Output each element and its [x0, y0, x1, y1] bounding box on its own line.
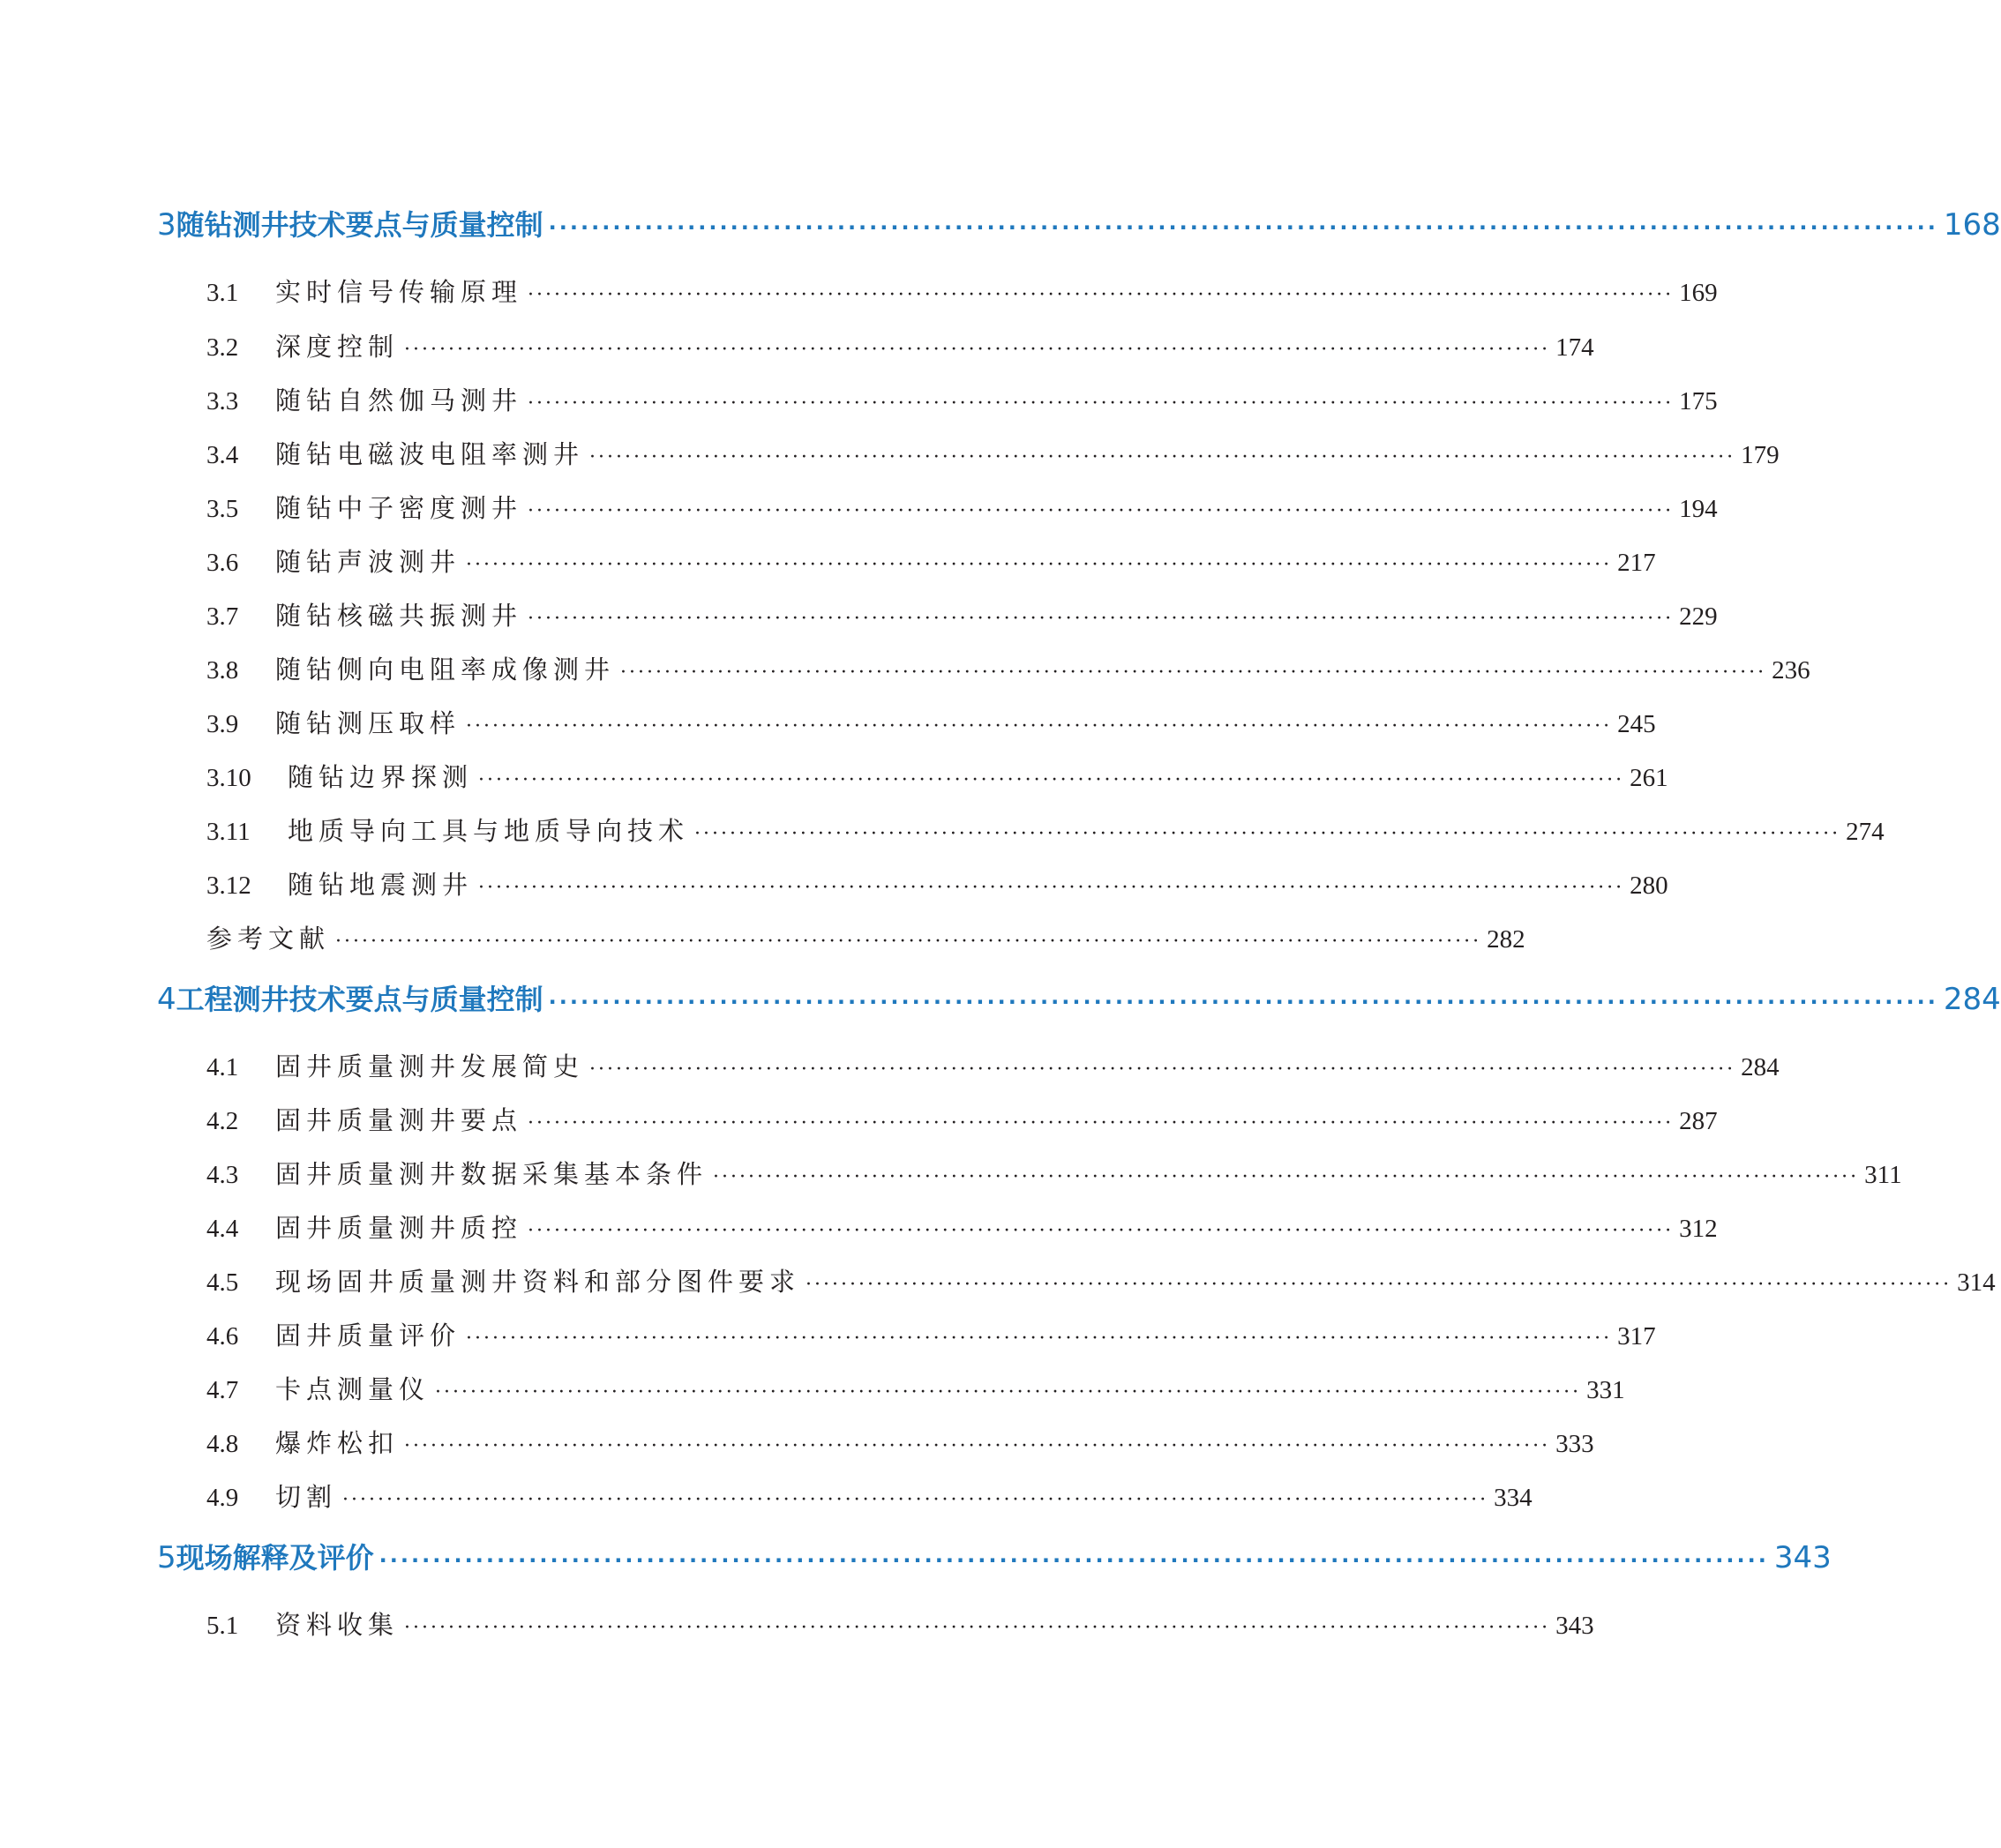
section-number: 4.8	[206, 1430, 239, 1458]
chapter-number: 3	[157, 207, 176, 243]
section-title: 实时信号传输原理	[275, 277, 523, 307]
dot-leader: ··································································································································	[404, 339, 1551, 361]
toc-section-4-5[interactable]	[206, 1262, 1996, 1298]
dot-leader: ··································································································································	[528, 393, 1675, 415]
section-title: 爆炸松扣	[275, 1428, 400, 1458]
section-title: 卡点测量仪	[275, 1374, 431, 1404]
section-number: 4.4	[206, 1215, 239, 1243]
section-number: 3.11	[206, 818, 251, 846]
dot-leader: ··································································································································	[466, 554, 1613, 576]
dot-leader: ··································································································································	[528, 1112, 1675, 1134]
references-title: 参考文献	[206, 924, 331, 954]
section-number: 4.6	[206, 1322, 239, 1350]
section-number: 4.5	[206, 1268, 239, 1297]
page-number: 217	[1617, 549, 1656, 577]
page-number: 343	[1555, 1612, 1594, 1640]
page-number: 343	[1773, 1540, 1832, 1575]
toc-section-3-9[interactable]	[206, 704, 1656, 740]
toc-chapter-5[interactable]	[157, 1536, 1832, 1576]
section-number: 3.6	[206, 549, 239, 577]
dot-leader: ··································································································································	[404, 1435, 1551, 1457]
dot-leader: ··································································································································	[528, 500, 1675, 522]
toc-section-4-8[interactable]	[206, 1424, 1594, 1460]
section-title: 随钻地震测井	[288, 870, 474, 900]
toc-section-3-2[interactable]	[206, 327, 1594, 363]
toc-section-4-2[interactable]	[206, 1101, 1718, 1137]
page-number: 317	[1617, 1322, 1656, 1350]
dot-leader: ··································································································································	[528, 608, 1675, 630]
section-title: 随钻边界探测	[288, 762, 474, 792]
toc-section-3-12[interactable]	[206, 865, 1668, 902]
page-number: 284	[1741, 1053, 1780, 1081]
dot-leader: ··································································································································	[478, 877, 1625, 899]
page-number: 174	[1555, 333, 1594, 362]
page-number: 280	[1630, 872, 1668, 900]
toc-section-3-4[interactable]	[206, 435, 1780, 471]
page-number: 168	[1943, 207, 2001, 243]
section-number: 3.1	[206, 279, 239, 307]
section-number: 4.9	[206, 1484, 239, 1512]
section-number: 3.2	[206, 333, 239, 362]
section-number: 4.7	[206, 1376, 239, 1404]
dot-leader: ··································································································································	[589, 1059, 1736, 1081]
page-number: 194	[1679, 495, 1718, 523]
section-number: 4.1	[206, 1053, 239, 1081]
page-number: 311	[1864, 1161, 1902, 1189]
toc-section-4-9[interactable]	[206, 1478, 1533, 1514]
toc-section-3-8[interactable]	[206, 650, 1810, 686]
section-title: 随钻中子密度测井	[275, 493, 523, 523]
section-title: 固井质量测井数据采集基本条件	[275, 1159, 708, 1189]
dot-leader: ··································································································································	[466, 1328, 1613, 1350]
dot-leader: ··································································································································	[528, 284, 1675, 306]
page-number: 169	[1679, 279, 1718, 307]
section-title: 随钻测压取样	[275, 708, 461, 738]
page-number: 312	[1679, 1215, 1718, 1243]
section-title: 随钻核磁共振测井	[275, 601, 523, 631]
page-number: 333	[1555, 1430, 1594, 1458]
toc-chapter-3[interactable]	[157, 203, 2001, 243]
page-number: 261	[1630, 764, 1668, 792]
toc-section-4-7[interactable]	[206, 1370, 1625, 1406]
page-number: 334	[1494, 1484, 1533, 1512]
page-number: 236	[1772, 656, 1810, 685]
dot-leader: ··································································································································	[589, 446, 1736, 468]
page-number: 175	[1679, 387, 1718, 415]
section-title: 固井质量测井要点	[275, 1105, 523, 1135]
section-number: 4.2	[206, 1107, 239, 1135]
section-number: 3.9	[206, 710, 239, 738]
dot-leader: ··································································································································	[713, 1166, 1860, 1188]
dot-leader: ··································································································································	[466, 715, 1613, 737]
toc-section-4-1[interactable]	[206, 1047, 1780, 1083]
toc-section-3-1[interactable]	[206, 273, 1718, 309]
page-number: 274	[1846, 818, 1885, 846]
chapter-title: 工程测井技术要点与质量控制	[176, 983, 543, 1016]
dot-leader: ··································································································································	[478, 769, 1625, 791]
dot-leader: ··································································································································	[335, 931, 1482, 953]
section-number: 3.5	[206, 495, 239, 523]
section-number: 5.1	[206, 1612, 239, 1640]
page-number: 179	[1741, 441, 1780, 469]
chapter-title: 现场解释及评价	[176, 1541, 374, 1575]
section-number: 3.3	[206, 387, 239, 415]
chapter-number: 4	[157, 982, 176, 1017]
section-title: 随钻声波测井	[275, 547, 461, 577]
section-title: 随钻侧向电阻率成像测井	[275, 655, 616, 685]
section-title: 固井质量评价	[275, 1321, 461, 1350]
toc-section-5-1[interactable]	[206, 1605, 1594, 1642]
section-title: 深度控制	[275, 332, 400, 362]
section-title: 固井质量测井质控	[275, 1213, 523, 1243]
section-number: 3.10	[206, 764, 251, 792]
section-number: 4.3	[206, 1161, 239, 1189]
toc-section-3-11[interactable]	[206, 812, 1885, 848]
toc-section-3-6[interactable]	[206, 542, 1656, 579]
page-number: 331	[1586, 1376, 1625, 1404]
dot-leader: ··································································································································	[404, 1617, 1551, 1639]
toc-chapter-4[interactable]	[157, 977, 2001, 1018]
toc-section-3-7[interactable]	[206, 596, 1718, 632]
toc-section-3-3[interactable]	[206, 381, 1718, 417]
toc-section-3-5[interactable]	[206, 489, 1718, 525]
page-number: 229	[1679, 602, 1718, 631]
dot-leader: ··································································································································	[548, 990, 1938, 1014]
section-title: 资料收集	[275, 1610, 400, 1640]
section-number: 3.4	[206, 441, 239, 469]
dot-leader: ··································································································································	[620, 662, 1767, 684]
toc-section-4-4[interactable]	[206, 1208, 1718, 1245]
toc-section-4-6[interactable]	[206, 1316, 1656, 1352]
toc-section-3-10[interactable]	[206, 758, 1668, 794]
section-number: 3.8	[206, 656, 239, 685]
dot-leader: ··································································································································	[342, 1489, 1489, 1511]
section-title: 现场固井质量测井资料和部分图件要求	[275, 1267, 801, 1297]
dot-leader: ··································································································································	[548, 215, 1938, 240]
section-title: 随钻电磁波电阻率测井	[275, 439, 585, 469]
page-number: 314	[1957, 1268, 1996, 1297]
page-number: 282	[1487, 925, 1525, 954]
dot-leader: ··································································································································	[806, 1274, 1952, 1296]
section-title: 切割	[275, 1482, 338, 1512]
chapter-title: 随钻测井技术要点与质量控制	[176, 208, 543, 242]
toc-section-4-3[interactable]	[206, 1155, 1902, 1191]
chapter-number: 5	[157, 1540, 176, 1575]
section-title: 地质导向工具与地质导向技术	[288, 816, 690, 846]
dot-leader: ··································································································································	[528, 1220, 1675, 1242]
page-number: 287	[1679, 1107, 1718, 1135]
page-number: 245	[1617, 710, 1656, 738]
section-title: 随钻自然伽马测井	[275, 385, 523, 415]
page-number: 284	[1943, 982, 2001, 1017]
section-title: 固井质量测井发展简史	[275, 1051, 585, 1081]
dot-leader: ··································································································································	[378, 1548, 1769, 1573]
section-number: 3.7	[206, 602, 239, 631]
section-number: 3.12	[206, 872, 251, 900]
toc-references-ch3[interactable]	[206, 919, 1525, 955]
dot-leader: ··································································································································	[435, 1381, 1582, 1403]
dot-leader: ··································································································································	[694, 823, 1841, 845]
